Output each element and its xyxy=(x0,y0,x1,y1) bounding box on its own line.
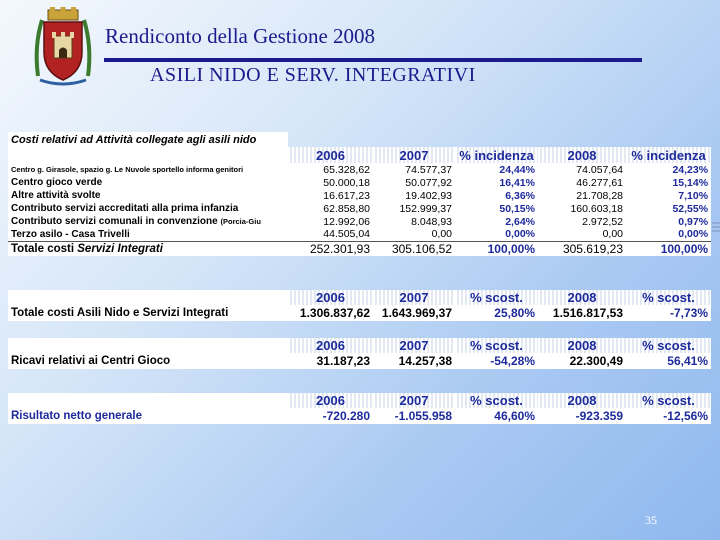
cell-scost-2008: -12,56% xyxy=(626,408,711,424)
col-header-incidenza-2007: % incidenza xyxy=(455,147,538,163)
cell-2008: 74.057,64 xyxy=(538,163,626,176)
total-label-italic: Servizi Integrati xyxy=(77,242,163,255)
table-row xyxy=(8,215,711,228)
cell-2006: 16.617,23 xyxy=(288,189,373,202)
table-row xyxy=(8,305,711,321)
total-incidenza-2008: 100,00% xyxy=(626,241,711,256)
total-incidenza-2007: 100,00% xyxy=(455,241,538,256)
col-header-scost-2007: % scost. xyxy=(455,290,538,305)
cell-incidenza-2007: 50,15% xyxy=(455,202,538,215)
col-header-2006: 2006 xyxy=(288,338,373,353)
cell-2008: 160.603,18 xyxy=(538,202,626,215)
cell-2006: 31.187,23 xyxy=(288,353,373,369)
col-header-2008: 2008 xyxy=(538,338,626,353)
cell-2006: 1.306.837,62 xyxy=(288,305,373,321)
cell-2006: 65.328,62 xyxy=(288,163,373,176)
cell-2008: 21.708,28 xyxy=(538,189,626,202)
table-row xyxy=(8,408,711,424)
row-label: Altre attività svolte xyxy=(8,189,288,202)
table-row xyxy=(8,353,711,369)
row-label: Centro gioco verde xyxy=(8,176,288,189)
col-header-2008: 2008 xyxy=(538,393,626,408)
costs-table xyxy=(8,132,711,256)
cell-2008: 0,00 xyxy=(538,228,626,241)
cell-2006: 12.992,06 xyxy=(288,215,373,228)
page-number: 35 xyxy=(645,513,657,527)
cell-scost-2007: -54,28% xyxy=(455,353,538,369)
total-label xyxy=(8,241,288,256)
cell-2007: 152.999,37 xyxy=(373,202,455,215)
cell-2006: 62.858,80 xyxy=(288,202,373,215)
page-title: Rendiconto della Gestione 2008 xyxy=(105,24,376,48)
col-header-2008: 2008 xyxy=(538,290,626,305)
col-header-2007: 2007 xyxy=(373,290,455,305)
cell-2007: 50.077,92 xyxy=(373,176,455,189)
cell-incidenza-2007: 24,44% xyxy=(455,163,538,176)
cell-incidenza-2007: 2,64% xyxy=(455,215,538,228)
total-label-prefix: Totale costi xyxy=(11,242,78,255)
table-row xyxy=(8,189,711,202)
cell-incidenza-2008: 15,14% xyxy=(626,176,711,189)
col-header-scost-2008: % scost. xyxy=(626,290,711,305)
col-header-2007: 2007 xyxy=(373,338,455,353)
city-crest-icon xyxy=(30,6,96,86)
cell-scost-2007: 46,60% xyxy=(455,408,538,424)
cell-2008: -923.359 xyxy=(538,408,626,424)
cell-scost-2008: -7,73% xyxy=(626,305,711,321)
cell-2006: -720.280 xyxy=(288,408,373,424)
col-header-2006: 2006 xyxy=(288,290,373,305)
row-label: Contributo servizi accreditati alla prima infanzia xyxy=(8,202,288,215)
table-row xyxy=(8,202,711,215)
table-row xyxy=(8,228,711,241)
total-2008: 305.619,23 xyxy=(538,241,626,256)
cell-incidenza-2008: 7,10% xyxy=(626,189,711,202)
cell-incidenza-2008: 24,23% xyxy=(626,163,711,176)
total-2006: 252.301,93 xyxy=(288,241,373,256)
row-label: Risultato netto generale xyxy=(8,408,288,424)
col-header-2008: 2008 xyxy=(538,147,626,163)
edge-lines-icon xyxy=(712,221,720,235)
cell-2006: 44.505,04 xyxy=(288,228,373,241)
cell-2007: -1.055.958 xyxy=(373,408,455,424)
table-row xyxy=(8,176,711,189)
col-header-scost-2008: % scost. xyxy=(626,338,711,353)
cell-2007: 0,00 xyxy=(373,228,455,241)
cell-2008: 1.516.817,53 xyxy=(538,305,626,321)
col-header-2006: 2006 xyxy=(288,393,373,408)
row-label-note: (Porcia-Giu xyxy=(220,217,261,226)
cell-scost-2007: 25,80% xyxy=(455,305,538,321)
row-label: Ricavi relativi ai Centri Gioco xyxy=(8,353,288,369)
cell-2008: 2.972,52 xyxy=(538,215,626,228)
col-header-scost-2008: % scost. xyxy=(626,393,711,408)
row-label: Terzo asilo - Casa Trivelli xyxy=(8,228,288,241)
cell-2007: 19.402,93 xyxy=(373,189,455,202)
title-divider xyxy=(104,58,642,62)
col-header-incidenza-2008: % incidenza xyxy=(626,147,711,163)
col-header-scost-2007: % scost. xyxy=(455,393,538,408)
cell-2006: 50.000,18 xyxy=(288,176,373,189)
cell-incidenza-2007: 0,00% xyxy=(455,228,538,241)
row-label-text: Contributo servizi comunali in convenzione xyxy=(11,216,218,227)
cell-2007: 1.643.969,37 xyxy=(373,305,455,321)
row-label xyxy=(8,215,288,228)
row-label: Totale costi Asili Nido e Servizi Integrati xyxy=(8,305,288,321)
cell-2007: 8.048,93 xyxy=(373,215,455,228)
cell-incidenza-2007: 6,36% xyxy=(455,189,538,202)
cell-2008: 22.300,49 xyxy=(538,353,626,369)
cell-incidenza-2007: 16,41% xyxy=(455,176,538,189)
page-subtitle: ASILI NIDO E SERV. INTEGRATIVI xyxy=(150,64,476,86)
total-2007: 305.106,52 xyxy=(373,241,455,256)
row-label: Centro g. Girasole, spazio g. Le Nuvole sportello informa genitori xyxy=(8,163,288,176)
total-row xyxy=(8,241,711,256)
cell-incidenza-2008: 0,00% xyxy=(626,228,711,241)
net-result-table xyxy=(8,393,711,424)
cell-incidenza-2008: 52,55% xyxy=(626,202,711,215)
cell-2007: 14.257,38 xyxy=(373,353,455,369)
costs-heading: Costi relativi ad Attività collegate agli asili nido xyxy=(8,132,288,147)
col-header-2007: 2007 xyxy=(373,393,455,408)
cell-incidenza-2008: 0,97% xyxy=(626,215,711,228)
revenue-table xyxy=(8,338,711,369)
table-row xyxy=(8,163,711,176)
col-header-scost-2007: % scost. xyxy=(455,338,538,353)
col-header-2007: 2007 xyxy=(373,147,455,163)
total-costs-table xyxy=(8,290,711,321)
cell-scost-2008: 56,41% xyxy=(626,353,711,369)
cell-2008: 46.277,61 xyxy=(538,176,626,189)
cell-2007: 74.577,37 xyxy=(373,163,455,176)
col-header-2006: 2006 xyxy=(288,147,373,163)
